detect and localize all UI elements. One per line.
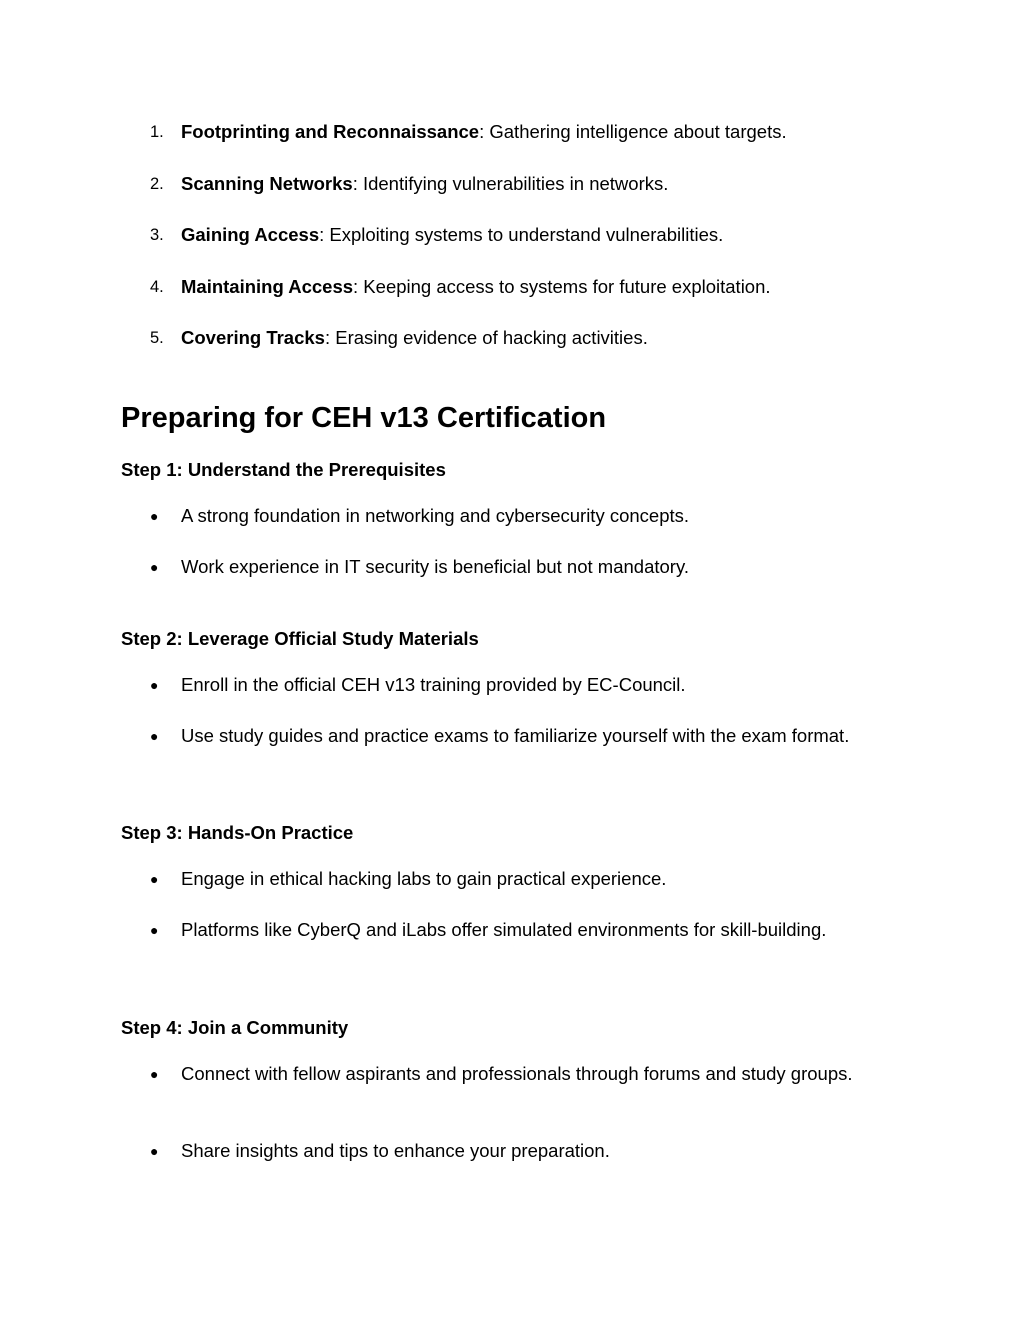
bullet-text: Platforms like CyberQ and iLabs offer simulated environments for skill-building. [181,919,827,940]
bullet-icon: ● [150,1066,159,1082]
bullet-text: Engage in ethical hacking labs to gain practical experience. [181,868,667,889]
bullet-text: Enroll in the official CEH v13 training provided by EC-Council. [181,674,686,695]
hacking-phases-list [0,118,1024,376]
list-item-term: Covering Tracks [181,327,325,348]
list-number: 5. [150,329,164,347]
bullet-icon: ● [150,677,159,693]
list-item-term: Scanning Networks [181,172,353,194]
list-item-term: Footprinting and Reconnaissance [181,121,480,142]
bullet-text: Work experience in IT security is beneficial but not mandatory. [181,556,689,577]
step-title: Step 2: Leverage Official Study Materials [121,628,479,649]
list-item-description: : Exploiting systems to understand vulnerabilities. [319,224,724,245]
bullet-icon: ● [150,871,159,887]
step-title: Step 1: Understand the Prerequisites [121,459,446,480]
bullet-icon: ● [150,559,159,575]
list-item [0,273,1024,325]
list-number: 3. [150,226,164,244]
list-item-text [181,324,648,352]
list-item-text [181,170,668,198]
bullet-text: Share insights and tips to enhance your preparation. [181,1140,610,1161]
step-title: Step 4: Join a Community [121,1017,349,1038]
bullet-icon: ● [150,508,159,524]
bullet-text: A strong foundation in networking and cybersecurity concepts. [181,505,690,526]
list-item-text [181,118,787,146]
list-item [0,324,1024,376]
list-item [0,170,1024,222]
list-item [0,221,1024,273]
list-item-term: Maintaining Access [181,275,354,297]
list-item-text [181,273,771,301]
bullet-icon: ● [150,1143,159,1159]
list-item [0,118,1024,170]
list-number: 2. [150,174,164,193]
list-item-term: Gaining Access [181,224,320,245]
list-item-description: : Gathering intelligence about targets. [479,121,787,142]
bullet-icon: ● [150,728,159,744]
bullet-text: Connect with fellow aspirants and professionals through forums and study groups. [181,1063,853,1084]
list-item-text [181,221,723,249]
list-number: 4. [150,277,164,296]
bullet-text: Use study guides and practice exams to familiarize yourself with the exam format. [181,725,850,746]
list-number: 1. [150,123,164,141]
section-heading: Preparing for CEH v13 Certification [121,402,607,434]
step-title: Step 3: Hands-On Practice [121,822,354,843]
bullet-icon: ● [150,922,159,938]
list-item-description: : Keeping access to systems for future exploitation. [353,275,771,297]
list-item-description: : Erasing evidence of hacking activities. [324,327,648,348]
list-item-description: : Identifying vulnerabilities in networks. [352,172,669,194]
